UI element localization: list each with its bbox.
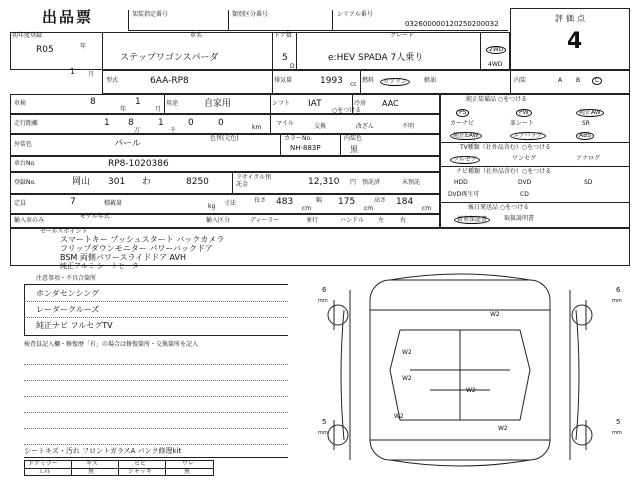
- tire-depth-fr: 6: [616, 286, 621, 294]
- length: 483: [276, 197, 294, 207]
- first-reg-month: 1: [70, 67, 76, 76]
- height: 184: [396, 197, 414, 207]
- label-car-name: 車名: [190, 32, 203, 39]
- mileage-digit-1: 1: [104, 118, 110, 128]
- label-grade: グレード: [390, 32, 415, 39]
- label-interior: 内装: [514, 77, 527, 84]
- reg-region: 岡山: [72, 177, 91, 187]
- chassis-number: RP8-1020386: [108, 159, 169, 169]
- damage-mark-4: W2: [466, 387, 476, 394]
- svg-text:mm: mm: [318, 430, 328, 436]
- sales-line-2: フリップダウンモニター パワーバックドア: [60, 244, 213, 253]
- exterior-color: パール: [114, 139, 141, 149]
- tire-depth-fl: 6: [322, 286, 327, 294]
- sales-line-4: 純正アルミ シートヒーター: [60, 262, 146, 270]
- sales-line-1: スマートキー プッシュスタート バックカメラ: [60, 235, 225, 244]
- svg-text:mm: mm: [612, 298, 622, 304]
- score-label: 評価点: [555, 14, 588, 23]
- reg-kana: わ: [142, 177, 152, 187]
- damage-mark-3: W2: [490, 311, 500, 318]
- score-value: 4: [567, 29, 583, 54]
- fuel-diesel: 軽油: [424, 77, 437, 84]
- grade: e:HEV SPADA 7人乗り: [328, 53, 424, 63]
- model-year: R05: [36, 45, 54, 55]
- note-line-2: レーダークルーズ: [36, 305, 100, 314]
- reg-class: 301: [108, 177, 126, 187]
- label-class-no: 類別区分番号: [232, 11, 269, 18]
- score-box: [510, 8, 630, 70]
- model-type: 6AA-RP8: [150, 76, 189, 86]
- mileage-digit-5: 0: [218, 118, 224, 128]
- note-line-3: 純正ナビ フルセグTV: [36, 321, 113, 330]
- svg-text:mm: mm: [612, 430, 622, 436]
- damage-mark-2: W2: [402, 375, 412, 382]
- note-line-1: ホンダセンシング: [36, 289, 100, 298]
- interior-grade-c: C: [592, 77, 602, 85]
- tire-depth-rr: 5: [616, 418, 621, 426]
- interior-color: 黒: [350, 145, 358, 154]
- reg-number: 8250: [186, 177, 209, 187]
- inspection-year: 8: [90, 97, 96, 107]
- vehicle-use: 自家用: [204, 99, 232, 109]
- car-diagram: [290, 270, 630, 474]
- recycle-fee: 12,310: [308, 177, 340, 187]
- mileage-digit-4: 0: [188, 118, 194, 128]
- label-chassis-spec: 架装指定番号: [132, 11, 169, 18]
- drive-2wd: 2WD: [486, 46, 506, 54]
- width: 175: [338, 197, 356, 207]
- mileage-digit-2: 8: [128, 118, 134, 128]
- label-serial: シリアル番号: [337, 11, 373, 18]
- label-first-reg: 初年度登録: [12, 32, 43, 39]
- door-count: 5: [282, 53, 288, 63]
- bottom-note: シートキズ・汚れ フロントガラスA バンク修理kit: [24, 447, 182, 455]
- tire-depth-rl: 5: [322, 418, 327, 426]
- damage-mark-5: W2: [498, 425, 508, 432]
- sales-line-3: BSM 両側パワースライドドア AVH: [60, 253, 186, 262]
- color-number: NH-883P: [290, 144, 321, 152]
- auction-sheet: 出品票 架装指定番号 類別区分番号 シリアル番号 032600000120250200032 評価点 4 初年度登録 R05 年 1 月 車名 ステップワゴンスパーダ ドア数 5 D グレード e:HEV SPADA 7人乗り 2WD 4WD 型式 6AA-RP8 排気量 1993 cc 燃料 ガソリン 軽油 内装 A B C 車検 8 年 1 月 用途 自家用 シフト IAT 冷房 AAC 走行距離 1 8 万 1 千 0 0 km マイル ○をつける 交換 改ざん 不明 外装色 パール 色替(元色) カラーNo. NH-883P 内装色 黒 車台No. RP8-1020386 登録No. 岡山 301 わ 8250 リサイクル預託金 12,310 円 預託済 未預託 定員 7 積載量 kg 寸法 長さ 483 cm 幅 175 cm 高さ 184 cm 輸入車のみ モデル年式 輸入区分 ディーラー 並行 ハンドル 左 右 純正装備品 ○をつける PS PW 純正AW カーナビ 革シート SR 純正EAW エアバッグ ABS TV種類（社外品含む）○をつける フルセグ ワンセグ アナログ ナビ種類（社外品含む）○をつける HDD DVD SD DVD再生可 CD 後日発送品 ○をつける 新車保証書 取扱説明書 セールスポイント スマートキー プッシュスタート バックカメラ フリップダウンモニター パワーバックドア BSM 両側パワースライドドア AVH 純正アルミ シートヒーター 注意事項・不具合箇所 ホンダセンシング レーダークルーズ 純正ナビ フルセグTV 検査員記入欄・修復歴「有」の場合は修復箇所・交換箇所を記入 シートキズ・汚れ フロントガラスA バンク修理kit ドアミラー キズ ヒビ ワレ 工具 無 ジャッキ 無 W2 W2 W2 W2 W2 W2 6 mm 6 mm 5 mm 5 mm: [10, 8, 630, 474]
- fuel-gasoline: ガソリン: [380, 78, 410, 86]
- displacement: 1993: [320, 76, 343, 86]
- sheet-title: 出品票: [42, 8, 94, 26]
- capacity: 7: [70, 197, 76, 207]
- svg-text:mm: mm: [318, 298, 328, 304]
- car-name: ステップワゴンスパーダ: [120, 53, 219, 63]
- inspection-month: 1: [135, 97, 141, 107]
- mileage-digit-3: 1: [158, 118, 164, 128]
- serial-number: 032600000120250200032: [405, 20, 499, 28]
- damage-mark-6: W2: [394, 413, 404, 420]
- damage-mark-1: W2: [402, 349, 412, 356]
- drive-4wd: 4WD: [488, 61, 503, 68]
- shift-type: IAT: [308, 99, 322, 109]
- ac-type: AAC: [382, 99, 399, 108]
